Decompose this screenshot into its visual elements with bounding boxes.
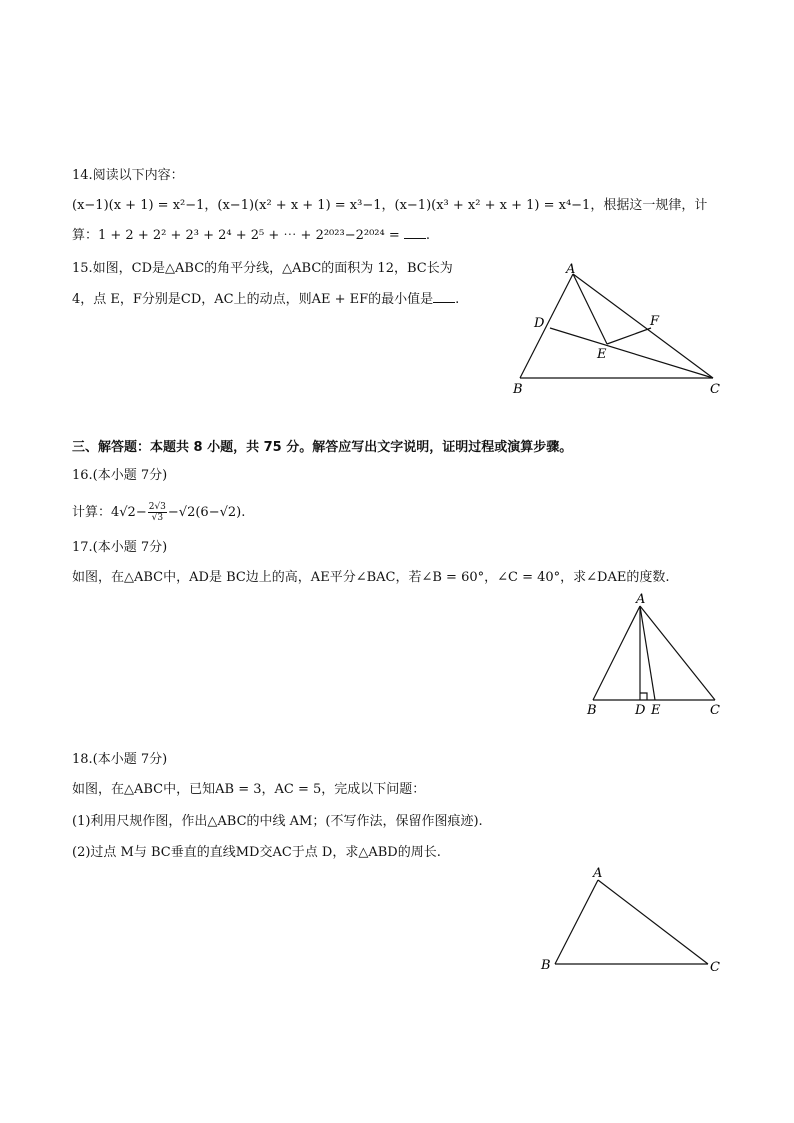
segment-ae xyxy=(640,606,655,700)
answer-blank xyxy=(433,290,455,303)
q17-figure xyxy=(580,590,730,720)
q17-title: 17.(本小题 7分) xyxy=(72,540,168,555)
label-e: E xyxy=(597,347,607,362)
q14-line2-suffix: . xyxy=(425,228,430,243)
q16-title: 16.(本小题 7分) xyxy=(72,468,168,483)
segment-ac xyxy=(573,274,713,378)
q16-suffix: −√2(6−√2). xyxy=(167,505,246,520)
section-3-heading: 三、解答题：本题共 8 小题，共 75 分。解答应写出文字说明，证明过程或演算步骤。 xyxy=(72,440,573,455)
q18-part1: (1)利用尺规作图，作出△ABC的中线 AM；(不写作法，保留作图痕迹). xyxy=(72,814,483,829)
q15-figure xyxy=(505,258,735,398)
q18-figure xyxy=(536,862,726,977)
right-angle-mark xyxy=(640,693,647,700)
fraction-denominator: √3 xyxy=(151,513,164,523)
q16-prefix: 计算：4√2− xyxy=(72,505,147,520)
label-d: D xyxy=(534,316,545,331)
segment-ac xyxy=(598,880,708,964)
segment-ab xyxy=(593,606,640,700)
q14-line2-text: 算：1 + 2 + 2² + 2³ + 2⁴ + 2⁵ + ⋯ + 2²⁰²³−2²⁰²⁴ = xyxy=(72,228,404,243)
segment-ef xyxy=(607,328,651,344)
label-b: B xyxy=(513,382,523,397)
q16-expression xyxy=(72,502,245,523)
label-c: C xyxy=(710,382,720,397)
q18-part2: (2)过点 M与 BC垂直的直线MD交AC于点 D，求△ABD的周长. xyxy=(72,845,441,860)
q15-line2-text: 4，点 E，F分别是CD，AC上的动点，则AE + EF的最小值是 xyxy=(72,292,434,307)
segment-ab xyxy=(520,274,573,378)
label-f: F xyxy=(650,314,660,329)
q14-title: 14.阅读以下内容： xyxy=(72,168,184,183)
label-b: B xyxy=(541,958,551,973)
q14-line2 xyxy=(72,226,430,246)
q18-text: 如图，在△ABC中，已知AB = 3，AC = 5，完成以下问题： xyxy=(72,782,426,797)
q15-line1: 15.如图，CD是△ABC的角平分线，△ABC的面积为 12，BC长为 xyxy=(72,261,453,276)
q14-line1: (x−1)(x + 1) = x²−1，(x−1)(x² + x + 1) = x³−1，(x−1)(x³ + x² + x + 1) = x⁴−1，根据这一规律，计 xyxy=(72,198,708,213)
label-b: B xyxy=(587,703,597,718)
q15-line2-suffix: . xyxy=(455,292,460,307)
label-c: C xyxy=(710,960,720,975)
q18-title: 18.(本小题 7分) xyxy=(72,752,168,767)
label-a: A xyxy=(566,262,576,277)
q17-text: 如图，在△ABC中，AD是 BC边上的高，AE平分∠BAC，若∠B = 60°，∠C = 40°，求∠DAE的度数. xyxy=(72,570,670,585)
answer-blank xyxy=(404,226,426,239)
q15-line2 xyxy=(72,290,459,310)
segment-ac xyxy=(640,606,715,700)
fraction xyxy=(148,502,167,523)
label-e: E xyxy=(651,703,661,718)
label-c: C xyxy=(710,703,720,718)
fraction-numerator: 2√3 xyxy=(148,502,166,512)
segment-ab xyxy=(555,880,598,964)
segment-ae xyxy=(573,274,607,344)
label-a: A xyxy=(593,866,603,881)
label-a: A xyxy=(636,592,646,607)
label-d: D xyxy=(635,703,646,718)
